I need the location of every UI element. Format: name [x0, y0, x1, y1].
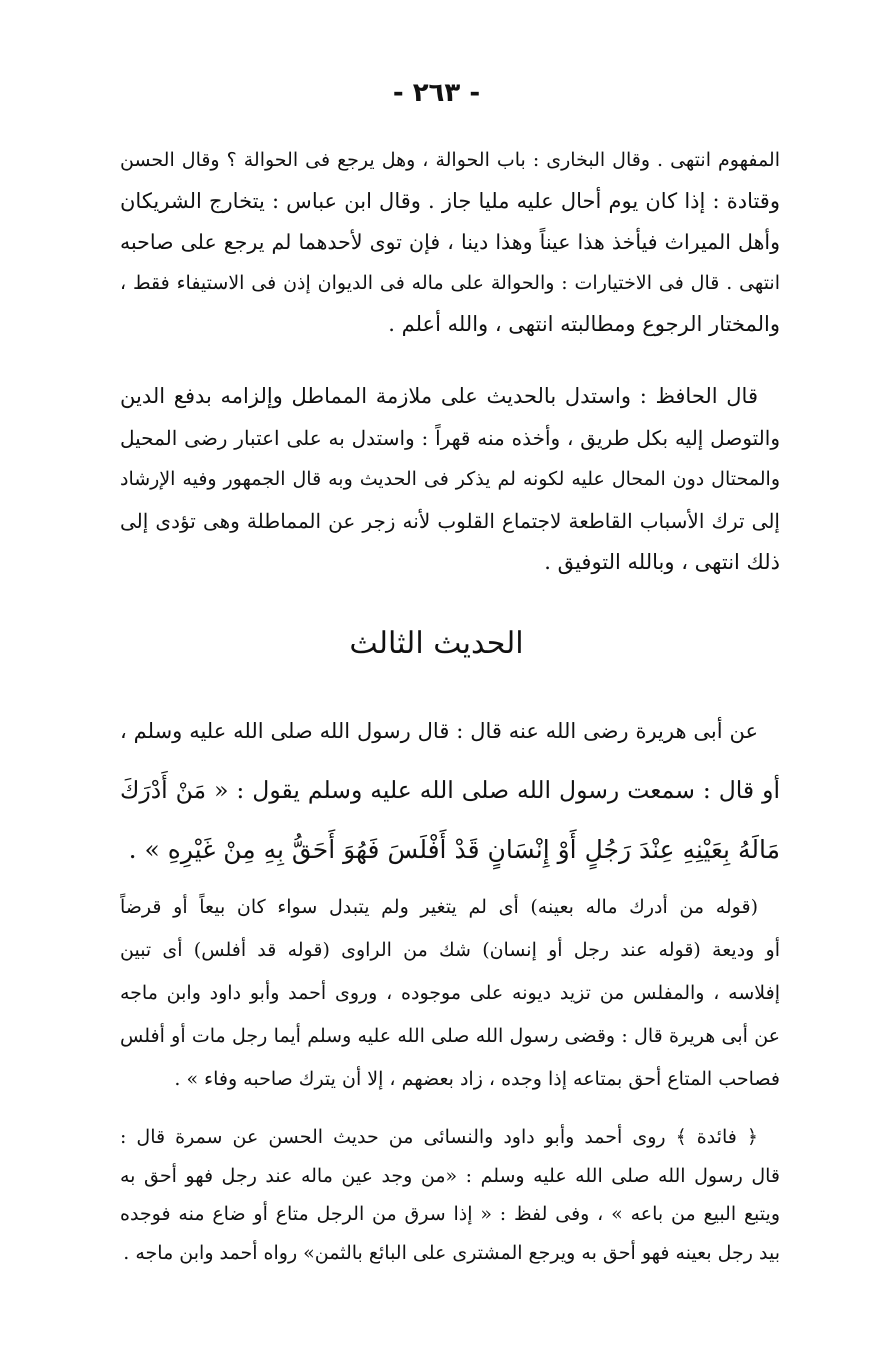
text-line: مَالَهُ بِعَيْنِهِ عِنْدَ رَجُلٍ أَوْ إِنْسَانٍ قَدْ أَفْلَسَ فَهُوَ أَحَقُّ بِهِ مِنْ غَيْرِهِ » .: [128, 835, 780, 864]
text-line: قال الحافظ : واستدل بالحديث على ملازمة المماطل وإلزامه بدفع الدين: [120, 384, 758, 408]
paragraph-hawala: [120, 140, 780, 345]
text-line: والتوصل إليه بكل طريق ، وأخذه منه قهراً : واستدل به على اعتبار رضى المحيل: [120, 425, 780, 450]
text-line: وقتادة : إذا كان يوم أحال عليه مليا جاز . وقال ابن عباس : يتخارج الشريكان: [120, 189, 780, 213]
text-line: والمحتال دون المحال عليه لكونه لم يذكر فى الحديث وبه قال الجمهور وفيه الإرشاد: [120, 468, 780, 490]
text-line: عن أبى هريرة رضى الله عنه قال : قال رسول الله صلى الله عليه وسلم ،: [120, 719, 758, 743]
text-line: ذلك انتهى ، وبالله التوفيق .: [544, 550, 780, 574]
text-line: بيد رجل بعينه فهو أحق به ويرجع المشترى على البائع بالثمن» رواه أحمد وابن ماجه .: [123, 1241, 780, 1264]
text-line: وأهل الميراث فيأخذ هذا عيناً وهذا دينا ، فإن توى لأحدهما لم يرجع على صاحبه: [120, 230, 780, 254]
text-line: انتهى . قال فى الاختيارات : والحوالة على ماله فى الديوان إذن فى الاستيفاء فقط ،: [120, 272, 780, 294]
text-line: أو وديعة (قوله عند رجل أو إنسان) شك من الراوى (قوله قد أفلس) أى تبين: [120, 939, 780, 961]
hadith-text: [120, 702, 780, 879]
paragraph-commentary: [120, 886, 780, 1101]
text-line: إلى ترك الأسباب القاطعة لاجتماع القلوب لأنه زجر عن المماطلة وهى تؤدى إلى: [120, 508, 780, 533]
page-number: - ٢٦٣ -: [392, 78, 481, 108]
text-line: عن أبى هريرة قال : وقضى رسول الله صلى الله عليه وسلم أيما رجل مات أو أفلس: [120, 1025, 780, 1047]
text-line: إفلاسه ، والمفلس من تزيد ديونه على موجوده ، وروى أحمد وأبو داود وابن ماجه: [120, 982, 780, 1004]
text-line: أو قال : سمعت رسول الله صلى الله عليه وسلم يقول : « مَنْ أَدْرَكَ: [120, 776, 780, 804]
paragraph-faida: [120, 1118, 780, 1272]
text-line: المفهوم انتهى . وقال البخارى : باب الحوالة ، وهل يرجع فى الحوالة ؟ وقال الحسن: [120, 149, 780, 171]
text-line: والمختار الرجوع ومطالبته انتهى ، والله أعلم .: [388, 312, 780, 336]
text-line: قال رسول الله صلى الله عليه وسلم : «من وجد عين ماله عند رجل فهو أحق به: [120, 1164, 780, 1187]
paragraph-hafiz: [120, 376, 780, 584]
text-line: (قوله من أدرك ماله بعينه) أى لم يتغير ولم يتبدل سواء كان بيعاً أو قرضاً: [120, 896, 758, 918]
text-line: فصاحب المتاع أحق بمتاعه إذا وجده ، زاد بعضهم ، إلا أن يترك صاحبه وفاء » .: [174, 1068, 780, 1090]
section-heading: الحديث الثالث: [349, 626, 524, 661]
text-line: ﴿ فائدة ﴾ روى أحمد وأبو داود والنسائى من حديث الحسن عن سمرة قال :: [120, 1126, 758, 1148]
text-line: ويتبع البيع من باعه » ، وفى لفظ : « إذا سرق من الرجل متاع أو ضاع منه فوجده: [120, 1203, 780, 1225]
